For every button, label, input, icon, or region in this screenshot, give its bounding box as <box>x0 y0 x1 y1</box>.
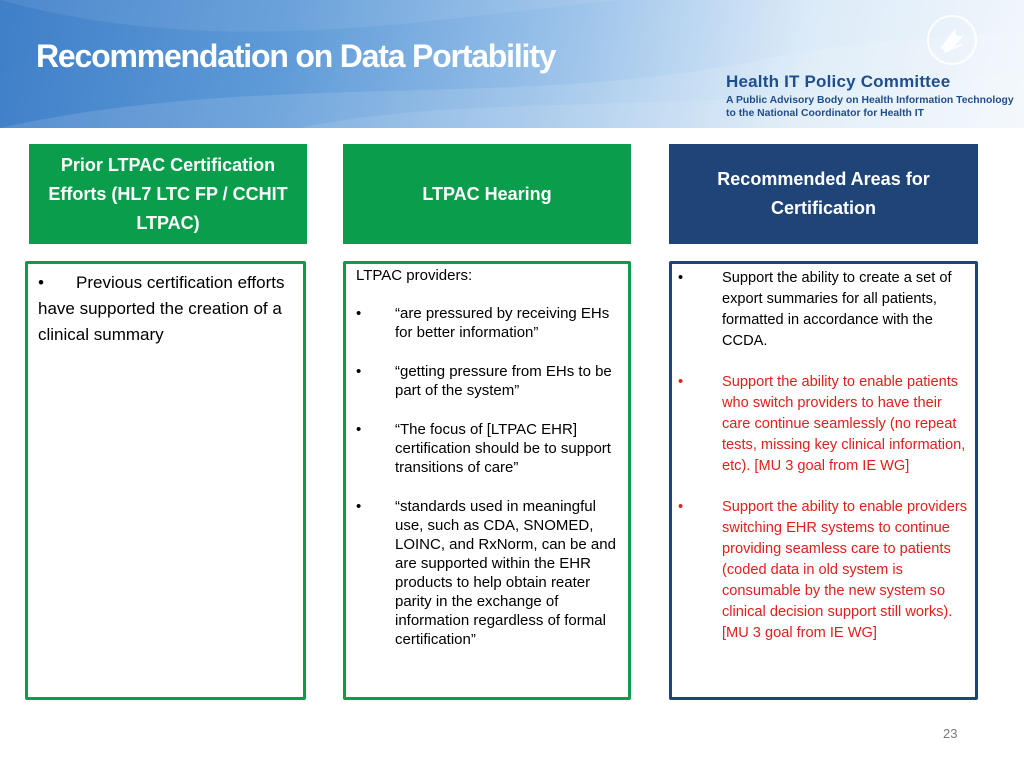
bullet-text: Support the ability to enable providers switching EHR systems to continue providing seamless care to patients (coded data in old system is consumable by the new system so clinical decision support still works). [MU 3 goal from IE WG] <box>722 499 968 641</box>
list-intro: LTPAC providers: <box>356 267 473 284</box>
bullet-item <box>356 362 626 400</box>
column-header-label: Prior LTPAC Certification Efforts (HL7 LTC FP / CCHIT LTPAC) <box>48 154 288 233</box>
bullet-icon: • <box>356 498 362 515</box>
bullet-icon: • <box>356 363 362 380</box>
content-box-prior-ltpac <box>25 261 306 700</box>
column-header-label: Recommended Areas for Certification <box>717 169 930 218</box>
bullet-icon: • <box>678 374 684 390</box>
content-box-ltpac-hearing <box>343 261 631 700</box>
bullet-item-highlighted <box>678 497 970 644</box>
bullet-text: “are pressured by receiving EHs for better information” <box>395 305 610 341</box>
bullet-text: Support the ability to enable patients who switch providers to have their care continue seamlessly (no repeat tests, missing key clinical information, etc). [MU 3 goal from IE WG] <box>722 374 966 474</box>
column-header-ltpac-hearing <box>343 144 631 244</box>
bullet-icon: • <box>678 270 684 286</box>
bullet-text: Support the ability to create a set of export summaries for all patients, formatted in accordance with the CCDA. <box>722 270 952 349</box>
bullet-icon: • <box>678 499 684 515</box>
bullet-text: “standards used in meaningful use, such as CDA, SNOMED, LOINC, and RxNorm, can be and are supported within the EHR products to help obtain reater parity in the exchange of information regardless of formal certification” <box>395 498 616 648</box>
column-header-recommended-areas <box>669 144 978 244</box>
bullet-text: “getting pressure from EHs to be part of the system” <box>395 363 612 399</box>
bullet-icon: • <box>356 305 362 322</box>
org-subtitle-line-2: to the National Coordinator for Health IT <box>726 108 924 119</box>
bullet-list <box>356 304 626 669</box>
title-banner <box>0 0 1024 128</box>
bullet-item <box>678 268 970 352</box>
bullet-icon: • <box>356 421 362 438</box>
bullet-text: Previous certification efforts have supported the creation of a clinical summary <box>38 273 285 344</box>
org-subtitle-line-1: A Public Advisory Body on Health Information Technology <box>726 95 1014 106</box>
bullet-item <box>356 420 626 477</box>
bullet-item-highlighted <box>678 372 970 477</box>
bullet-text: “The focus of [LTPAC EHR] certification should be to support transitions of care” <box>395 421 611 476</box>
slide-title: Recommendation on Data Portability <box>36 38 556 74</box>
column-header-label: LTPAC Hearing <box>422 183 552 204</box>
content-box-recommended-areas <box>669 261 978 700</box>
bullet-icon: • <box>38 273 44 292</box>
bullet-item <box>356 304 626 342</box>
org-subtitle <box>726 94 1014 120</box>
hhs-eagle-icon <box>926 14 978 66</box>
bullet-item <box>356 497 626 649</box>
org-name: Health IT Policy Committee <box>726 72 951 91</box>
column-header-prior-ltpac <box>29 144 307 244</box>
bullet-list <box>678 268 970 664</box>
bullet-item <box>38 270 296 348</box>
page-number: 23 <box>943 726 958 741</box>
